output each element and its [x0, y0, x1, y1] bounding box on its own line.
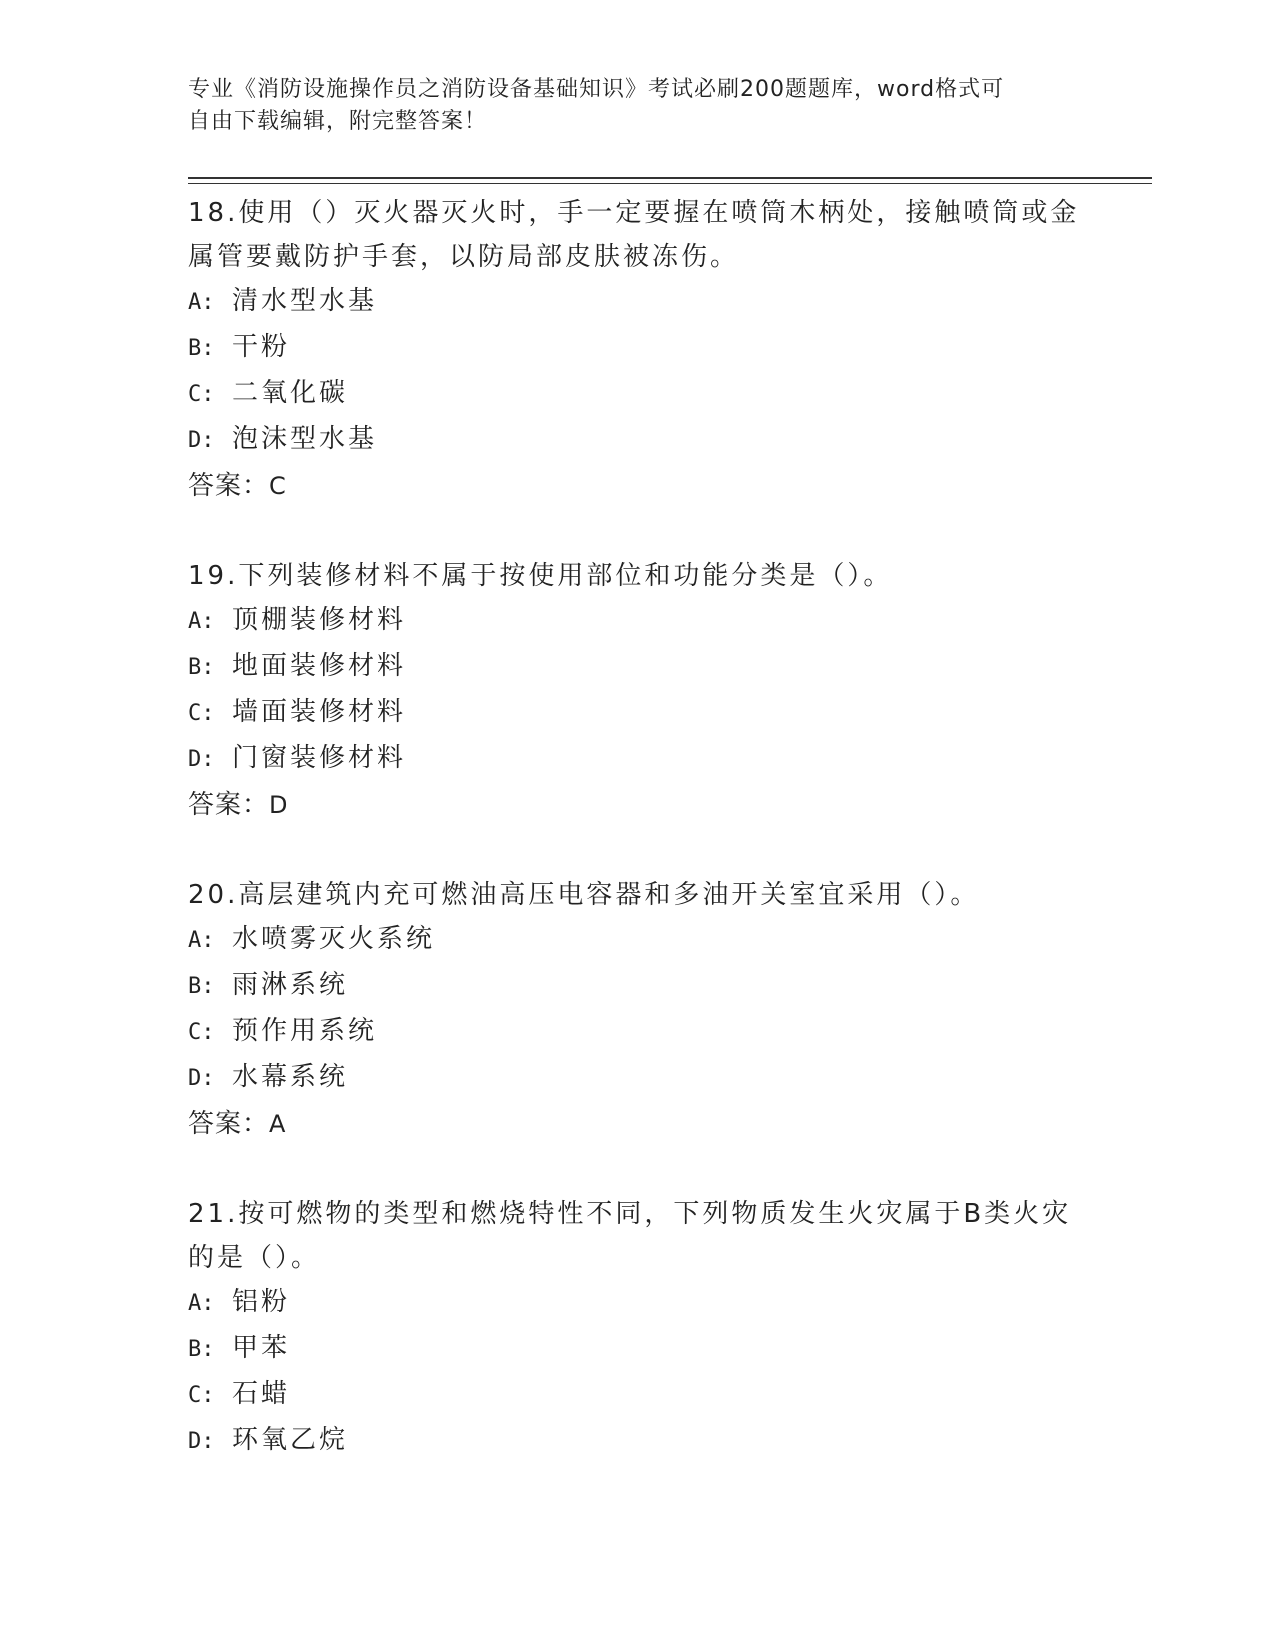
- question-stem: [188, 191, 1088, 279]
- option-text: 石蜡: [232, 1379, 291, 1409]
- stem-line-2: 属管要戴防护手套，以防局部皮肤被冻伤。: [188, 242, 740, 272]
- header-divider-thick: [188, 177, 1152, 179]
- option-letter: B:: [188, 1337, 215, 1362]
- option-letter: A:: [188, 1291, 215, 1316]
- header-line-1: 专业《消防设施操作员之消防设备基础知识》考试必刷200题题库，word格式可: [188, 77, 1005, 102]
- option-text: 二氧化碳: [232, 378, 349, 408]
- option-a: [188, 598, 1088, 644]
- answer-value: C: [269, 472, 287, 500]
- document-header: [188, 74, 1088, 138]
- answer-value: A: [269, 1110, 287, 1138]
- option-text: 墙面装修材料: [232, 697, 407, 727]
- option-letter: A:: [188, 928, 215, 953]
- option-b: [188, 325, 1088, 371]
- option-letter: B:: [188, 974, 215, 999]
- option-text: 泡沫型水基: [232, 424, 378, 454]
- option-text: 环氧乙烷: [232, 1425, 349, 1455]
- answer-label: 答案：: [188, 1109, 270, 1139]
- option-d: [188, 1055, 1088, 1101]
- question-18: [188, 191, 1088, 509]
- option-c: [188, 1009, 1088, 1055]
- answer-line: [188, 463, 1088, 509]
- option-b: [188, 1326, 1088, 1372]
- question-19: [188, 554, 1088, 828]
- option-d: [188, 417, 1088, 463]
- option-d: [188, 1418, 1088, 1464]
- option-letter: A:: [188, 290, 215, 315]
- option-a: [188, 1280, 1088, 1326]
- option-letter: D:: [188, 428, 215, 453]
- question-stem: [188, 1192, 1088, 1280]
- option-b: [188, 963, 1088, 1009]
- option-letter: C:: [188, 382, 215, 407]
- question-stem: [188, 554, 1088, 598]
- option-text: 地面装修材料: [232, 651, 407, 681]
- header-divider-thin: [188, 183, 1152, 184]
- option-text: 铝粉: [232, 1287, 291, 1317]
- option-c: [188, 690, 1088, 736]
- option-a: [188, 917, 1088, 963]
- answer-label: 答案：: [188, 790, 270, 820]
- stem-line-2: 的是（）。: [188, 1243, 321, 1273]
- answer-line: [188, 782, 1088, 828]
- option-letter: C:: [188, 1020, 215, 1045]
- answer-label: 答案：: [188, 471, 270, 501]
- option-text: 顶棚装修材料: [232, 605, 407, 635]
- option-text: 雨淋系统: [232, 970, 349, 1000]
- question-stem: [188, 873, 1088, 917]
- answer-value: D: [269, 791, 289, 819]
- question-list: [188, 188, 1088, 1509]
- answer-line: [188, 1101, 1088, 1147]
- option-letter: B:: [188, 655, 215, 680]
- option-letter: D:: [188, 1429, 215, 1454]
- stem-line-1: 19.下列装修材料不属于按使用部位和功能分类是（）。: [188, 561, 893, 591]
- stem-line-1: 21.按可燃物的类型和燃烧特性不同，下列物质发生火灾属于B类火灾: [188, 1199, 1072, 1229]
- option-letter: A:: [188, 609, 215, 634]
- option-c: [188, 1372, 1088, 1418]
- header-line-2: 自由下载编辑，附完整答案！: [188, 109, 488, 134]
- option-text: 甲苯: [232, 1333, 291, 1363]
- option-text: 干粉: [232, 332, 291, 362]
- option-b: [188, 644, 1088, 690]
- option-text: 门窗装修材料: [232, 743, 407, 773]
- stem-line-1: 20.高层建筑内充可燃油高压电容器和多油开关室宜采用（）。: [188, 880, 980, 910]
- option-text: 水幕系统: [232, 1062, 349, 1092]
- option-d: [188, 736, 1088, 782]
- option-text: 水喷雾灭火系统: [232, 924, 436, 954]
- option-letter: C:: [188, 701, 215, 726]
- stem-line-1: 18.使用（）灭火器灭火时，手一定要握在喷筒木柄处，接触喷筒或金: [188, 198, 1080, 228]
- option-letter: D:: [188, 747, 215, 772]
- option-text: 预作用系统: [232, 1016, 378, 1046]
- option-a: [188, 279, 1088, 325]
- question-20: [188, 873, 1088, 1147]
- option-letter: C:: [188, 1383, 215, 1408]
- option-letter: B:: [188, 336, 215, 361]
- option-letter: D:: [188, 1066, 215, 1091]
- question-21: [188, 1192, 1088, 1464]
- option-c: [188, 371, 1088, 417]
- option-text: 清水型水基: [232, 286, 378, 316]
